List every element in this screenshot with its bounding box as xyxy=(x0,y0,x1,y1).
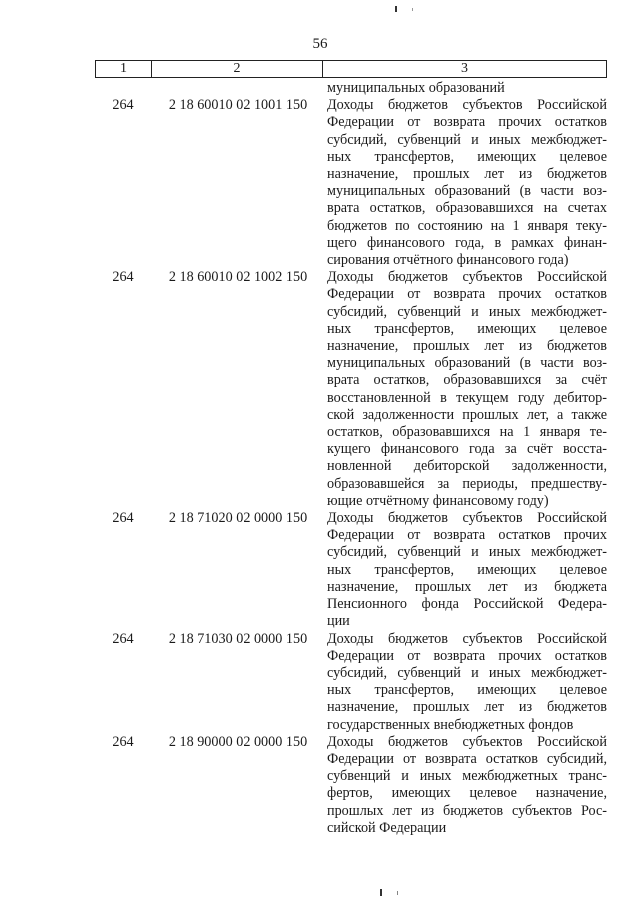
table-body xyxy=(95,80,607,837)
description-line: государственных внебюджетных фондов xyxy=(327,716,574,733)
scan-mark-top-2 xyxy=(412,8,413,11)
description-line: ющие отчётному финансовому году) xyxy=(327,492,549,509)
description-line: муниципальных образований (в части воз- xyxy=(327,355,607,372)
description-line: щего финансового года, в рамках финан- xyxy=(327,234,607,251)
description-line: субсидий, субвенций и иных межбюджет- xyxy=(327,544,607,561)
description-line: Доходы бюджетов субъектов Российской xyxy=(327,733,607,750)
continuation-text: муниципальных образований xyxy=(327,80,505,96)
scan-mark-bottom xyxy=(380,889,382,896)
description-line: сирования отчётного финансового года) xyxy=(327,252,569,269)
description-line: ции xyxy=(327,613,350,630)
scan-mark-bottom-2 xyxy=(397,891,398,895)
description-line: назначение, прошлых лет из бюджетов xyxy=(327,166,607,183)
description-line: ных трансфертов, имеющих целевое xyxy=(327,682,607,699)
income-description xyxy=(327,631,607,734)
description-line: Федерации от возврата остатков прочих xyxy=(327,527,607,544)
description-line: восстановленной в текущем году дебитор- xyxy=(327,389,607,406)
description-line: Федерации от возврата прочих остатков xyxy=(327,647,607,664)
admin-code: 264 xyxy=(112,630,134,647)
description-line: Федерации от возврата остатков субсидий, xyxy=(327,750,607,767)
budget-classification-code: 2 18 71030 02 0000 150 xyxy=(168,630,308,647)
table-row xyxy=(95,510,607,630)
description-line: новленной дебиторской задолженности, xyxy=(327,458,607,475)
description-line: назначение, прошлых лет из бюджетов xyxy=(327,338,607,355)
description-line: субсидий, субвенций и иных межбюджет- xyxy=(327,303,607,320)
budget-classification-code: 2 18 71020 02 0000 150 xyxy=(168,510,308,527)
budget-classification-code: 2 18 60010 02 1001 150 xyxy=(168,97,308,114)
description-line: врата остатков, образовавшихся за счёт xyxy=(327,372,607,389)
description-line: остатков, образовавшихся на 1 января те- xyxy=(327,424,607,441)
description-line: Пенсионного фонда Российской Федера- xyxy=(327,596,607,613)
description-line: Доходы бюджетов субъектов Российской xyxy=(327,510,607,527)
description-line: ных трансфертов, имеющих целевое xyxy=(327,320,607,337)
description-line: субсидий, субвенций и иных межбюджет- xyxy=(327,131,607,148)
description-line: бюджетов по состоянию на 1 января теку- xyxy=(327,217,607,234)
row-container xyxy=(95,97,607,837)
income-description xyxy=(327,97,607,269)
table-row xyxy=(95,631,607,734)
description-line: Доходы бюджетов субъектов Российской xyxy=(327,630,607,647)
description-line: ных трансфертов, имеющих целевое xyxy=(327,148,607,165)
description-line: фертов, имеющих целевое назначение, xyxy=(327,785,607,802)
description-line: Федерации от возврата прочих остатков xyxy=(327,286,607,303)
table-row xyxy=(95,269,607,510)
table-row xyxy=(95,97,607,269)
description-line: врата остатков, образовавшихся на счетах xyxy=(327,200,607,217)
income-description xyxy=(327,734,607,837)
description-line: муниципальных образований (в части воз- xyxy=(327,183,607,200)
page-number: 56 xyxy=(312,36,328,52)
table-row xyxy=(95,734,607,837)
description-line: субвенций и иных межбюджетных транс- xyxy=(327,768,607,785)
income-description xyxy=(327,269,607,510)
description-line: назначение, прошлых лет из бюджетов xyxy=(327,699,607,716)
description-line: ных трансфертов, имеющих целевое xyxy=(327,561,607,578)
budget-classification-code: 2 18 90000 02 0000 150 xyxy=(168,733,308,750)
description-line: Доходы бюджетов субъектов Российской xyxy=(327,97,607,114)
description-line: субсидий, субвенций и иных межбюджет- xyxy=(327,664,607,681)
admin-code: 264 xyxy=(112,269,134,286)
description-line: ской задолженности прошлых лет, а также xyxy=(327,406,607,423)
header-col-3: 3 xyxy=(461,61,468,76)
description-line: Федерации от возврата прочих остатков xyxy=(327,114,607,131)
description-line: кущего финансового года за счёт восста- xyxy=(327,441,607,458)
header-col-1: 1 xyxy=(96,61,152,77)
description-line: образовавшейся за периоды, предшеству- xyxy=(327,475,607,492)
description-line: назначение, прошлых лет из бюджета xyxy=(327,578,607,595)
income-description xyxy=(327,510,607,630)
admin-code: 264 xyxy=(112,97,134,114)
description-line: сийской Федерации xyxy=(327,819,447,836)
header-col-2: 2 xyxy=(152,61,323,77)
description-line: прошлых лет из бюджетов субъектов Рос- xyxy=(327,802,607,819)
description-line: Доходы бюджетов субъектов Российской xyxy=(327,269,607,286)
admin-code: 264 xyxy=(112,733,134,750)
table-header xyxy=(95,60,607,78)
admin-code: 264 xyxy=(112,510,134,527)
budget-classification-code: 2 18 60010 02 1002 150 xyxy=(168,269,308,286)
scan-mark-top xyxy=(395,6,397,12)
